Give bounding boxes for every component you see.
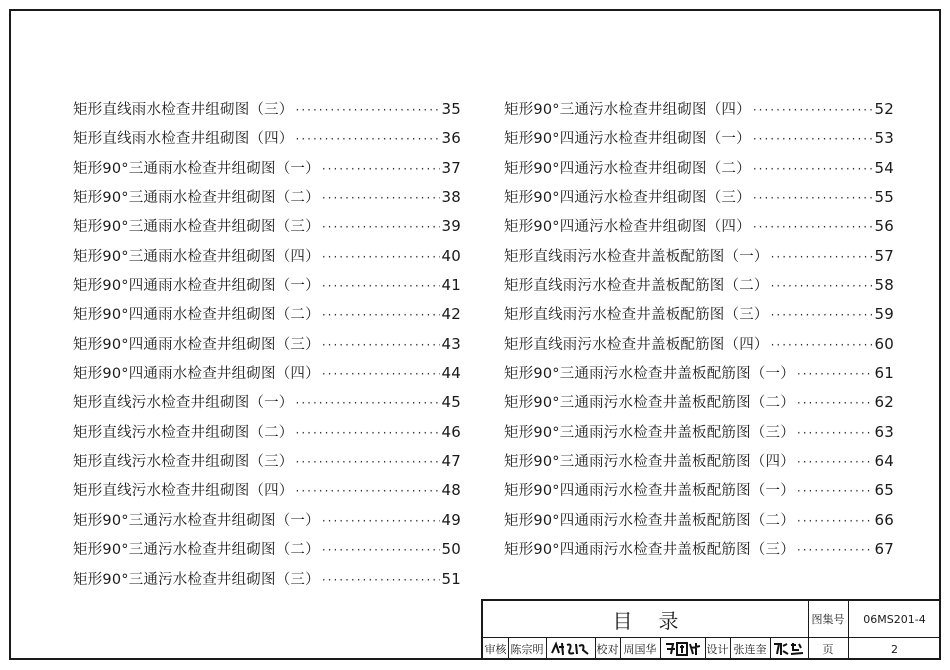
toc-entry <box>73 421 461 450</box>
title-block <box>481 599 941 660</box>
toc-entry-title: 矩形90°三通污水检查井组砌图（四） <box>504 102 751 118</box>
toc-leader-dots <box>771 250 873 264</box>
toc-entry-page: 50 <box>441 540 461 559</box>
toc-entry-page: 49 <box>441 510 461 529</box>
toc-entry <box>73 450 461 479</box>
toc-entry <box>504 450 894 479</box>
toc-entry-page: 52 <box>874 100 894 118</box>
toc-leader-dots <box>322 338 440 352</box>
toc-entry-page: 41 <box>441 276 461 295</box>
toc-entry <box>504 362 894 391</box>
toc-entry <box>504 186 894 215</box>
toc-entry <box>504 157 894 186</box>
toc-entry-title: 矩形90°三通雨污水检查井盖板配筋图（四） <box>504 454 795 471</box>
toc-entry-page: 51 <box>441 569 461 588</box>
toc-entry-page: 46 <box>441 422 461 441</box>
toc-leader-dots <box>322 367 440 381</box>
designer-signature <box>770 638 808 660</box>
toc-entry-page: 63 <box>874 422 894 441</box>
toc-entry-title: 矩形直线雨水检查井组砌图（三） <box>73 102 294 118</box>
toc-entry-title: 矩形90°三通污水检查井组砌图（二） <box>73 542 320 559</box>
page-number: 2 <box>891 642 898 656</box>
toc-entry <box>73 186 461 215</box>
toc-entry-page: 64 <box>874 452 894 471</box>
toc-entry <box>504 509 894 538</box>
toc-entry <box>504 98 894 127</box>
toc-leader-dots <box>322 514 440 528</box>
toc-leader-dots <box>771 338 873 352</box>
toc-entry-page: 65 <box>874 481 894 500</box>
toc-entry <box>73 98 461 127</box>
toc-entry-title: 矩形直线雨污水检查井盖板配筋图（四） <box>504 336 769 353</box>
toc-entry <box>73 245 461 274</box>
toc-entry-title: 矩形90°四通雨污水检查井盖板配筋图（三） <box>504 542 795 559</box>
toc-leader-dots <box>797 455 873 469</box>
toc-entry-page: 53 <box>874 129 894 148</box>
toc-entry-title: 矩形90°四通雨水检查井组砌图（四） <box>73 366 320 383</box>
toc-left-column <box>73 98 461 597</box>
check-label: 校对 <box>596 643 619 656</box>
toc-entry-title: 矩形90°四通雨污水检查井盖板配筋图（一） <box>504 483 795 500</box>
toc-entry-title: 矩形直线雨污水检查井盖板配筋图（一） <box>504 248 769 265</box>
toc-leader-dots <box>296 132 440 146</box>
toc-leader-dots <box>753 132 873 146</box>
toc-leader-dots <box>296 426 440 440</box>
toc-entry-page: 37 <box>441 158 461 177</box>
toc-entry-page: 42 <box>441 305 461 324</box>
toc-leader-dots <box>322 220 440 234</box>
toc-entry-page: 59 <box>874 305 894 324</box>
toc-entry-title: 矩形90°四通污水检查井组砌图（一） <box>504 131 751 148</box>
toc-entry-title: 矩形直线雨污水检查井盖板配筋图（二） <box>504 278 769 295</box>
toc-entry-page: 62 <box>874 393 894 412</box>
toc-entry-page: 48 <box>441 481 461 500</box>
toc-entry <box>504 127 894 156</box>
toc-entry-title: 矩形90°四通雨污水检查井盖板配筋图（二） <box>504 512 795 529</box>
toc-leader-dots <box>296 103 440 117</box>
toc-entry-title: 矩形90°三通雨污水检查井盖板配筋图（三） <box>504 424 795 441</box>
toc-leader-dots <box>797 367 873 381</box>
toc-entry-page: 56 <box>874 217 894 236</box>
toc-leader-dots <box>771 279 873 293</box>
toc-entry-title: 矩形直线雨水检查井组砌图（四） <box>73 131 294 148</box>
toc-entry-page: 35 <box>441 100 461 118</box>
toc-leader-dots <box>753 162 873 176</box>
toc-entry-page: 57 <box>874 246 894 265</box>
design-label: 设计 <box>706 643 729 656</box>
toc-entry-title: 矩形90°三通污水检查井组砌图（三） <box>73 571 320 588</box>
atlas-number: 06MS201-4 <box>863 612 926 626</box>
toc-entry-page: 47 <box>441 452 461 471</box>
toc-entry-title: 矩形90°三通雨水检查井组砌图（三） <box>73 219 320 236</box>
toc-leader-dots <box>797 484 873 498</box>
toc-entry <box>504 391 894 420</box>
toc-entry-page: 58 <box>874 276 894 295</box>
toc-entry-title: 矩形90°四通雨水检查井组砌图（二） <box>73 307 320 324</box>
toc-entry <box>504 245 894 274</box>
toc-entry-title: 矩形直线污水检查井组砌图（一） <box>73 395 294 412</box>
toc-entry-title: 矩形90°三通雨水检查井组砌图（四） <box>73 248 320 265</box>
toc-entry-title: 矩形90°四通污水检查井组砌图（二） <box>504 160 751 177</box>
toc-entry <box>504 303 894 332</box>
toc-entry-title: 矩形90°三通雨污水检查井盖板配筋图（一） <box>504 366 795 383</box>
toc-entry <box>504 274 894 303</box>
toc-right-column <box>504 98 894 568</box>
toc-leader-dots <box>322 162 440 176</box>
atlas-number-label: 图集号 <box>811 613 845 626</box>
toc-entry <box>73 303 461 332</box>
toc-entry-page: 36 <box>441 129 461 148</box>
checker-name: 周国华 <box>623 643 657 656</box>
toc-entry-title: 矩形90°四通污水检查井组砌图（三） <box>504 190 751 207</box>
toc-entry-title: 矩形90°三通雨污水检查井盖板配筋图（二） <box>504 395 795 412</box>
toc-leader-dots <box>322 250 440 264</box>
toc-leader-dots <box>296 455 440 469</box>
toc-leader-dots <box>753 103 873 117</box>
toc-entry <box>73 215 461 244</box>
toc-leader-dots <box>296 484 440 498</box>
toc-entry <box>504 215 894 244</box>
toc-entry-page: 43 <box>441 334 461 353</box>
toc-entry <box>504 538 894 567</box>
toc-leader-dots <box>322 573 440 587</box>
toc-leader-dots <box>322 279 440 293</box>
toc-leader-dots <box>753 220 873 234</box>
toc-entry-page: 40 <box>441 246 461 265</box>
toc-entry <box>73 391 461 420</box>
toc-entry-title: 矩形直线雨污水检查井盖板配筋图（三） <box>504 307 769 324</box>
toc-entry-page: 66 <box>874 510 894 529</box>
toc-entry-title: 矩形90°四通雨水检查井组砌图（一） <box>73 278 320 295</box>
checker-signature <box>660 638 705 660</box>
toc-entry-page: 67 <box>874 540 894 559</box>
toc-entry <box>504 333 894 362</box>
toc-entry-page: 60 <box>874 334 894 353</box>
toc-entry <box>73 538 461 567</box>
toc-entry-title: 矩形90°四通雨水检查井组砌图（三） <box>73 336 320 353</box>
toc-entry <box>504 421 894 450</box>
toc-leader-dots <box>322 191 440 205</box>
toc-entry-page: 45 <box>441 393 461 412</box>
toc-leader-dots <box>771 308 873 322</box>
toc-entry <box>73 157 461 186</box>
toc-entry <box>73 479 461 508</box>
page-label: 页 <box>822 643 834 656</box>
toc-entry-title: 矩形90°四通污水检查井组砌图（四） <box>504 219 751 236</box>
title-block-title: 目录 <box>612 608 705 633</box>
toc-entry <box>504 479 894 508</box>
toc-entry <box>73 274 461 303</box>
toc-entry-page: 38 <box>441 188 461 207</box>
toc-entry-page: 39 <box>441 217 461 236</box>
toc-entry-title: 矩形直线污水检查井组砌图（二） <box>73 424 294 441</box>
toc-entry-title: 矩形90°三通污水检查井组砌图（一） <box>73 512 320 529</box>
reviewer-signature <box>546 638 595 660</box>
toc-entry-page: 44 <box>441 364 461 383</box>
reviewer-name: 陈宗明 <box>510 643 544 656</box>
toc-entry <box>73 127 461 156</box>
toc-entry <box>73 333 461 362</box>
toc-leader-dots <box>797 426 873 440</box>
toc-leader-dots <box>296 396 440 410</box>
toc-leader-dots <box>797 514 873 528</box>
toc-entry <box>73 568 461 597</box>
toc-entry <box>73 362 461 391</box>
designer-name: 张连奎 <box>733 643 767 656</box>
toc-entry-page: 55 <box>874 188 894 207</box>
review-label: 审核 <box>484 643 507 656</box>
toc-entry-title: 矩形直线污水检查井组砌图（三） <box>73 454 294 471</box>
toc-leader-dots <box>322 543 440 557</box>
toc-leader-dots <box>797 396 873 410</box>
toc-entry-title: 矩形直线污水检查井组砌图（四） <box>73 483 294 500</box>
toc-entry-title: 矩形90°三通雨水检查井组砌图（一） <box>73 160 320 177</box>
toc-leader-dots <box>753 191 873 205</box>
toc-entry-page: 61 <box>874 364 894 383</box>
toc-entry <box>73 509 461 538</box>
toc-leader-dots <box>797 543 873 557</box>
toc-entry-page: 54 <box>874 158 894 177</box>
toc-leader-dots <box>322 308 440 322</box>
toc-entry-title: 矩形90°三通雨水检查井组砌图（二） <box>73 190 320 207</box>
